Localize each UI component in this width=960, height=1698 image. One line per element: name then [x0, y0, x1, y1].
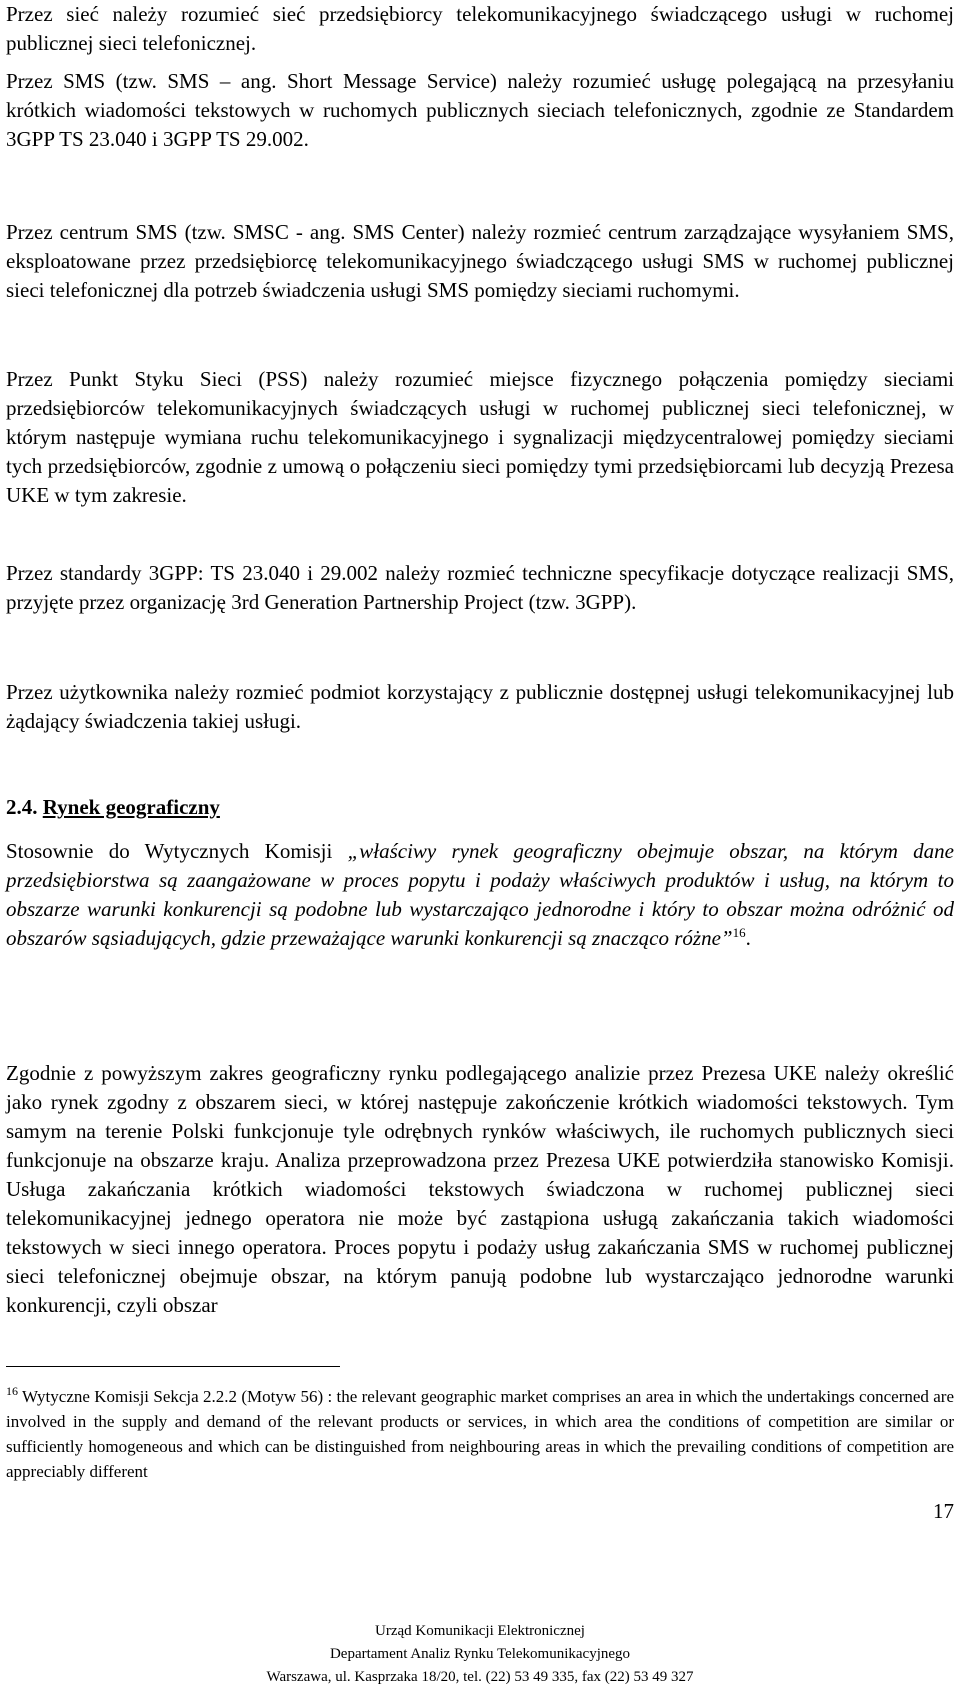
section-title: Rynek geograficzny [42, 795, 220, 819]
guidelines-lead-text: Stosownie do Wytycznych Komisji [6, 839, 348, 863]
footnote-reference[interactable]: 16 [732, 925, 746, 940]
footnote-text: Wytyczne Komisji Sekcja 2.2.2 (Motyw 56) : the relevant geographic market comprises an area in which the undertakings concerned are involved in the supply and demand of the relevant products or services, in which area the conditions of competition are similar or sufficiently homogeneous and which can be distinguished from neighbouring areas in which the prevailing conditions of competition are appreciably different [6, 1387, 954, 1481]
paragraph-commission-guidelines [6, 837, 954, 953]
page-footer [6, 1620, 954, 1689]
footer-address: Warszawa, ul. Kasprzaka 18/20, tel. (22) 53 49 335, fax (22) 53 49 327 [266, 1669, 694, 1685]
guidelines-quote: „właściwy rynek geograficzny obejmuje obszar, na którym dane przedsiębiorstwa są zaangażowane w proces popytu i podaży właściwych produktów i usług, na którym to obszarze warunki konkurencji są podobne lub wystarczająco jednorodne i który to obszar można odróżnić od obszarów sąsiadujących, gdzie przeważające warunki konkurencji są znacząco różne” [6, 839, 954, 950]
paragraph-pss-definition: Przez Punkt Styku Sieci (PSS) należy rozumieć miejsce fizycznego połączenia pomiędzy sieciami przedsiębiorców telekomunikacyjnych świadczących usługi w ruchomej publicznej sieci telefonicznej, w którym następuje wymiana ruchu telekomunikacyjnego i sygnalizacji międzycentralowej pomiędzy sieciami tych przedsiębiorców, zgodnie z umową o połączeniu sieci pomiędzy tymi przedsiębiorcami lub decyzją Prezesa UKE w tym zakresie. [6, 367, 954, 507]
footer-department-name: Departament Analiz Rynku Telekomunikacyjnego [329, 1646, 631, 1662]
footnote-separator [6, 1366, 340, 1367]
page-number: 17 [933, 1499, 954, 1523]
paragraph-geographic-scope: Zgodnie z powyższym zakres geograficzny rynku podlegającego analizie przez Prezesa UKE należy określić jako rynek zgodny z obszarem sieci, w której następuje zakończenie krótkich wiadomości tekstowych. Tym samym na terenie Polski funkcjonuje tyle odrębnych rynków właściwych, ile ruchomych publicznych sieci funkcjonuje na obszarze kraju. Analiza przeprowadzona przez Prezesa UKE potwierdziła stanowisko Komisji. Usługa zakańczania krótkich wiadomości tekstowych świadczona w ruchomej publicznej sieci telekomunikacyjnej jednego operatora nie może być zastąpiona usługą zakańczania takich wiadomości tekstowych w sieci innego operatora. Proces popytu i podaży usług zakańczania SMS w ruchomej publicznej sieci telefonicznej obejmuje obszar, na którym panują podobne lub wystarczająco jednorodne warunki konkurencji, czyli obszar [6, 1061, 954, 1317]
section-number: 2.4. [6, 795, 38, 819]
paragraph-smsc-definition: Przez centrum SMS (tzw. SMSC - ang. SMS Center) należy rozmieć centrum zarządzające wysyłaniem SMS, eksploatowane przez przedsiębiorcę telekomunikacyjnego świadczącego usługi SMS w ruchomej publicznej sieci telefonicznej dla potrzeb świadczenia usługi SMS pomiędzy sieciami ruchomymi. [6, 220, 954, 302]
paragraph-sms-definition: Przez SMS (tzw. SMS – ang. Short Message Service) należy rozumieć usługę polegającą na przesyłaniu krótkich wiadomości tekstowych w ruchomych publicznych sieciach telefonicznych, zgodnie ze Standardem 3GPP TS 23.040 i 3GPP TS 29.002. [6, 69, 954, 151]
section-heading [6, 793, 220, 822]
footer-office-name: Urząd Komunikacji Elektronicznej [375, 1623, 585, 1639]
paragraph-3gpp-standards-definition: Przez standardy 3GPP: TS 23.040 i 29.002 należy rozmieć techniczne specyfikacje dotyczące realizacji SMS, przyjęte przez organizację 3rd Generation Partnership Project (tzw. 3GPP). [6, 561, 954, 614]
footnote [6, 1384, 954, 1484]
paragraph-user-definition: Przez użytkownika należy rozmieć podmiot korzystający z publicznie dostępnej usługi telekomunikacyjnej lub żądający świadczenia takiej usługi. [6, 680, 954, 733]
paragraph-network-definition: Przez sieć należy rozumieć sieć przedsiębiorcy telekomunikacyjnego świadczącego usługi w ruchomej publicznej sieci telefonicznej. [6, 2, 954, 55]
guidelines-end: . [745, 926, 751, 950]
footnote-marker: 16 [6, 1384, 18, 1398]
